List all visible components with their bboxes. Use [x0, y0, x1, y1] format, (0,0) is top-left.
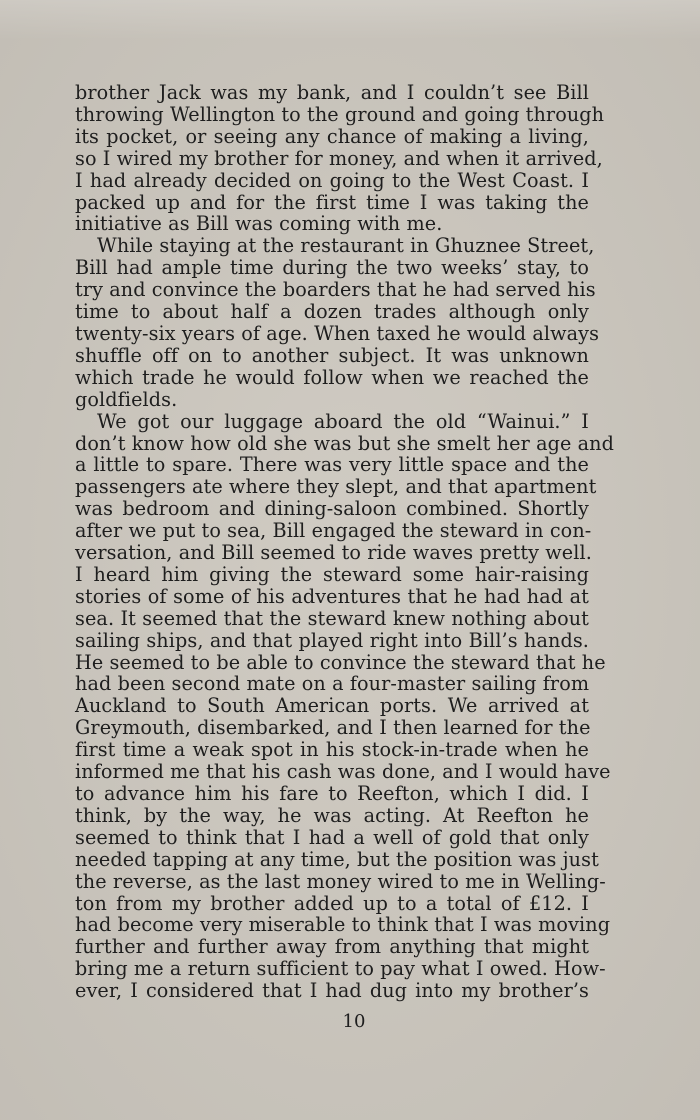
text-line-42: ever, I considered that I had dug into my brother’s: [75, 979, 589, 1003]
text-line-30: Greymouth, disembarked, and I then learned for the: [75, 716, 591, 740]
text-line-12: twenty-six years of age. When taxed he would always: [75, 321, 600, 345]
text-line-39: had become very miserable to think that I was moving: [75, 913, 611, 937]
body-text: [75, 81, 615, 1003]
text-line-15: goldfields.: [75, 387, 178, 411]
text-line-7: initiative as Bill was coming with me.: [75, 212, 443, 236]
text-line-22: versation, and Bill seemed to ride waves pretty well.: [75, 541, 592, 565]
text-line-29: Auckland to South American ports. We arrived at: [75, 694, 589, 718]
text-line-4: so I wired my brother for money, and when it arrived,: [75, 146, 603, 170]
text-line-21: after we put to sea, Bill engaged the steward in con-: [75, 519, 592, 543]
text-line-2: throwing Wellington to the ground and going through: [75, 102, 605, 126]
text-line-19: passengers ate where they slept, and that apartment: [75, 475, 597, 499]
text-line-6: packed up and for the first time I was taking the: [75, 190, 589, 214]
text-line-37: the reverse, as the last money wired to me in Welling-: [75, 869, 606, 893]
text-line-32: informed me that his cash was done, and I would have: [75, 760, 611, 784]
text-line-40: further and further away from anything that might: [75, 935, 589, 959]
text-line-3: its pocket, or seeing any chance of making a living,: [75, 124, 589, 148]
text-line-36: needed tapping at any time, but the position was just: [75, 847, 599, 871]
text-line-38: ton from my brother added up to a total of £12. I: [75, 891, 589, 915]
text-line-18: a little to spare. There was very little space and the: [75, 453, 589, 477]
text-line-9: Bill had ample time during the two weeks’ stay, to: [75, 256, 589, 280]
text-line-5: I had already decided on going to the West Coast. I: [75, 168, 589, 192]
text-line-13: shuffle off on to another subject. It was unknown: [75, 343, 589, 367]
text-line-33: to advance him his fare to Reefton, which I did. I: [75, 782, 589, 805]
page-number: 10: [342, 1011, 366, 1032]
text-line-27: He seemed to be able to convince the steward that he: [75, 650, 606, 674]
text-line-26: sailing ships, and that played right into Bill’s hands.: [75, 628, 589, 652]
text-line-31: first time a weak spot in his stock-in-trade when he: [75, 738, 589, 762]
text-line-41: bring me a return sufficient to pay what I owed. How-: [75, 957, 606, 981]
text-line-17: don’t know how old she was but she smelt her age and: [75, 431, 615, 455]
text-line-35: seemed to think that I had a well of gold that only: [75, 825, 589, 849]
text-line-24: stories of some of his adventures that he had had at: [75, 584, 589, 608]
text-line-8: While staying at the restaurant in Ghuznee Street,: [97, 234, 595, 258]
text-line-16: We got our luggage aboard the old “Wainui.” I: [97, 409, 589, 433]
text-line-23: I heard him giving the steward some hair-raising: [75, 562, 589, 586]
text-line-14: which trade he would follow when we reached the: [75, 365, 589, 389]
text-line-11: time to about half a dozen trades although only: [75, 300, 589, 324]
text-line-25: sea. It seemed that the steward knew nothing about: [75, 606, 589, 630]
text-line-1: brother Jack was my bank, and I couldn’t see Bill: [75, 81, 589, 104]
text-line-28: had been second mate on a four-master sailing from: [75, 672, 590, 696]
text-line-20: was bedroom and dining-saloon combined. Shortly: [75, 497, 589, 521]
text-line-34: think, by the way, he was acting. At Reefton he: [75, 803, 589, 827]
text-line-10: try and convince the boarders that he had served his: [75, 278, 596, 302]
